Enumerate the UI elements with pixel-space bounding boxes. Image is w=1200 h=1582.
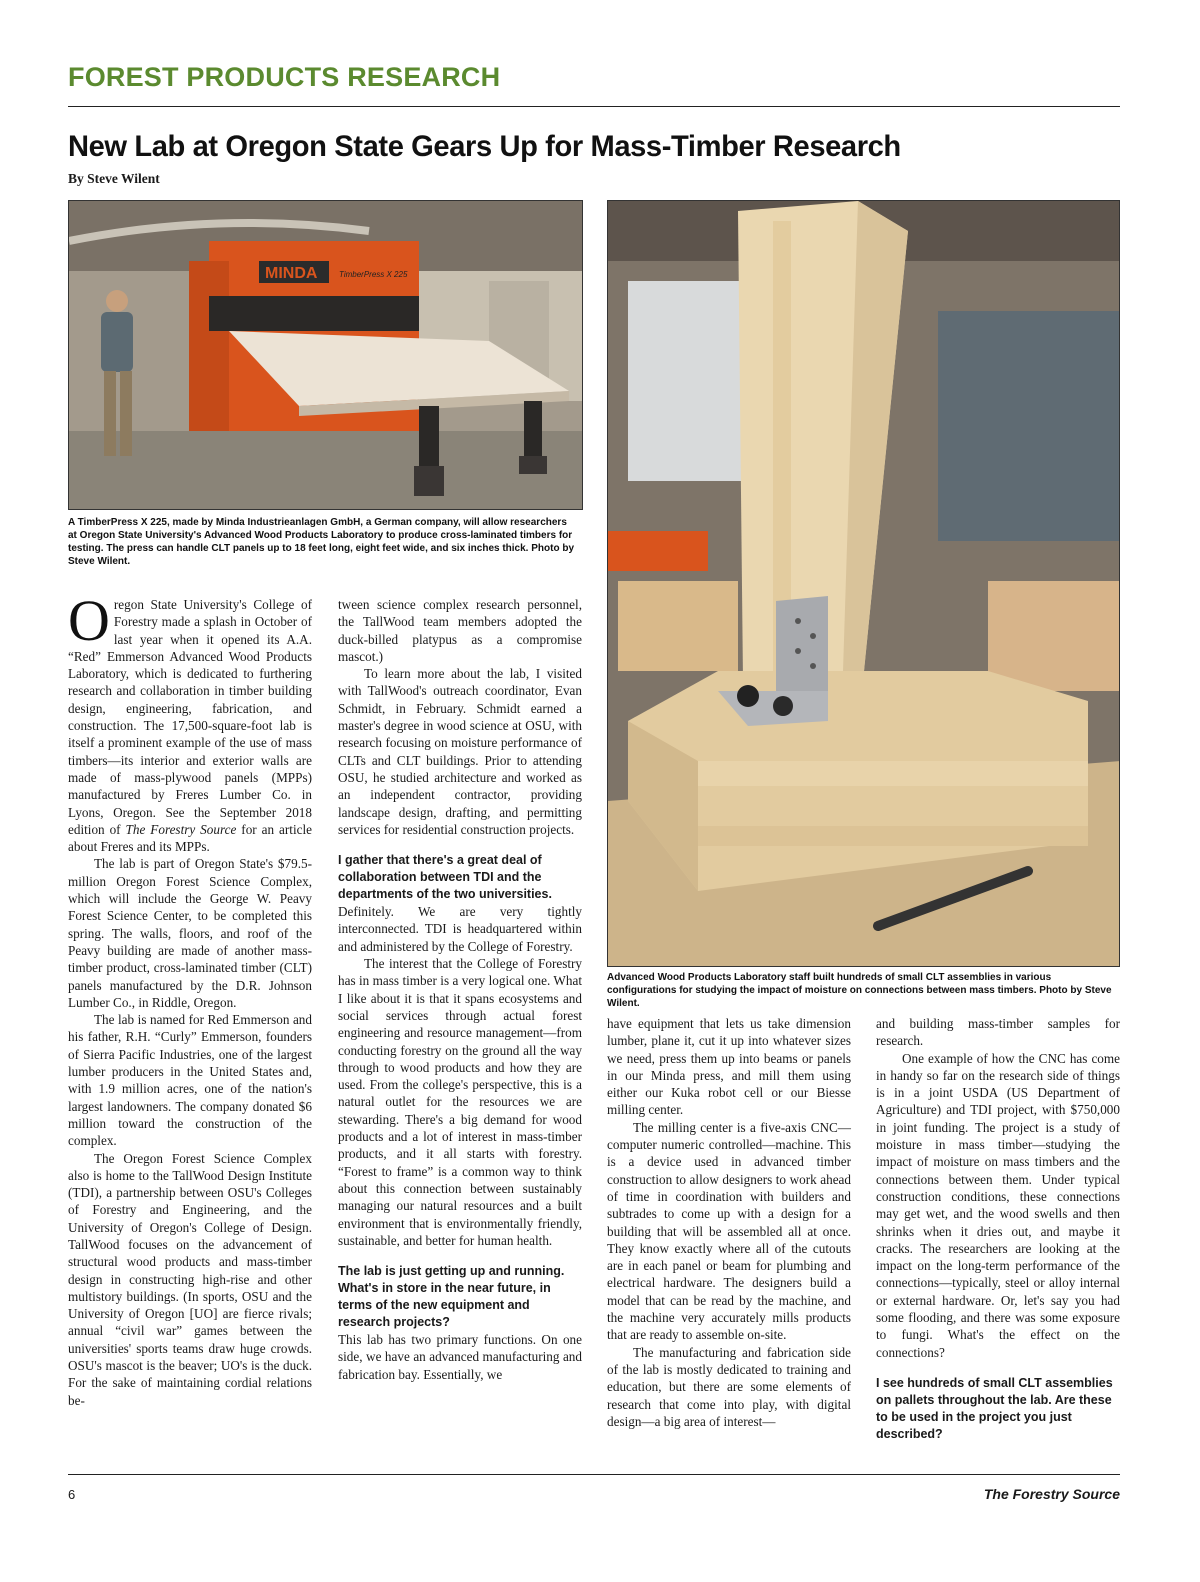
byline: By Steve Wilent <box>68 171 160 186</box>
paragraph: The Oregon Forest Science Complex also is home to the TallWood Design Institute (TDI), a partnership between OSU's Colleges of Forestry and Engineering, and the University of Oregon's College of Design. TallWood focuses on the advancement of structural wood products and mass-timber design in constructing high-rise and other multistory buildings. (In sports, OSU and the University of Oregon [UO] are fierce rivals; annual “civil war” games between the universities' sports teams draw huge crowds. OSU's mascot is the beaver; UO's is the duck. For the sake of maintaining cordial relations be- <box>68 1150 312 1408</box>
paragraph: Oregon State University's College of Forestry made a splash in October of last year when it opened its A.A. “Red” Emmerson Advanced Wood Products Laboratory, which is dedicated to furthering research and collaboration in timber building design, engineering, fabrication, and construction. The 17,500-square-foot lab is itself a prominent example of the use of mass timbers—its interior and exterior walls are made of mass-plywood panels (MPPs) manufactured by Freres Lumber Co. in Lyons, Oregon. See the September 2018 edition of The Forestry Source for an article about Freres and its MPPs. <box>68 588 312 855</box>
paragraph: tween science complex research personnel, the TallWood team members adopted the duck-billed platypus as a compromise mascot.) <box>338 597 582 664</box>
article-column-3 <box>607 1015 851 1430</box>
publication-title: The Forestry Source <box>125 821 237 837</box>
paragraph: have equipment that lets us take dimension lumber, plane it, cut it up into whatever sizes we need, press them up into beams or panels in our Minda press, and mill them using either our Kuka robot cell or our Biesse milling center. <box>607 1016 851 1118</box>
paragraph: The manufacturing and fabrication side of the lab is mostly dedicated to training and education, but there are some elements of research that come into play, with digital design—a big area of interest— <box>607 1344 851 1429</box>
timberpress-photo <box>68 200 583 510</box>
page-number: 6 <box>68 1487 76 1502</box>
article-column-2 <box>338 596 582 1383</box>
bottom-rule <box>68 1474 1120 1475</box>
paragraph: The milling center is a five-axis CNC—computer numeric controlled—machine. This is a device used in advanced timber construction to allow designers to work ahead of time in coordination with builders and subtrades to come up with a design for a building that will be assembled all at once. They know exactly where all of the cutouts are in each panel or beam for plumbing and electrical hardware. The designers build a model that can be read by the machine, and the machine very accurately mills products that are ready to assemble on-site. <box>607 1119 851 1343</box>
article-column-1 <box>68 588 312 1409</box>
paragraph: The lab is named for Red Emmerson and his father, R.H. “Curly” Emmerson, founders of Sierra Pacific Industries, one of the largest lumber producers in the United States and, with 1.9 million acres, one of the nation's largest landowners. The company donated $6 million toward the construction of the complex. <box>68 1012 312 1149</box>
clt-assembly-caption: Advanced Wood Products Laboratory staff built hundreds of small CLT assemblies in various configurations for studying the impact of moisture on connections between mass timbers. Photo by Steve Wilent. <box>607 972 1112 1009</box>
paragraph: One example of how the CNC has come in handy so far on the research side of things is in a joint USDA (US Department of Agriculture) and TDI project, with $750,000 in joint funding. The project is a study of moisture in mass timber—studying the impact of moisture on mass timbers and the connections between them. Under typical construction conditions, these connections may get wet, and the wood swells and then shrinks when it dries out, and maybe it cracks. The researchers are looking at the impact on the long-term performance of the connections—typically, steel or alloy internal or external hardware. Or, let's say you had some flooding, and there was some exposure to fungi. What's the effect on the connections? <box>876 1050 1120 1360</box>
paragraph: The interest that the College of Forestry has in mass timber is a very logical one. What I like about it is that it spans ecosystems and social services through actual forest engineering and resource management—from conducting forestry on the ground all the way through to wood products and how they are used. From the college's perspective, this is a natural outlet for the resources we are stewarding. There's a big demand for wood products and a lot of interest in mass-timber products, and it all starts with forestry. “Forest to frame” is a common way to think about this connection between sustainably managing our natural resources and a built environment that is environmentally friendly, sustainable, and better for human health. <box>338 956 582 1248</box>
interview-question: I gather that there's a great deal of collaboration between TDI and the departments of the two universities. <box>338 853 552 902</box>
section-title: FOREST PRODUCTS RESEARCH <box>68 62 501 92</box>
headline: New Lab at Oregon State Gears Up for Mass-Timber Research <box>68 130 901 163</box>
article-column-4 <box>876 1015 1120 1443</box>
interview-answer: This lab has two primary functions. On one side, we have an advanced manufacturing and fabrication bay. Essentially, we <box>338 1332 582 1382</box>
minda-brand-text: MINDA <box>265 265 318 282</box>
paragraph: and building mass-timber samples for research. <box>876 1016 1120 1049</box>
press-model-text: TimberPress X 225 <box>339 270 408 279</box>
timberpress-illustration <box>69 201 583 510</box>
interview-answer: Definitely. We are very tightly interconnected. TDI is headquartered within and administered by the College of Forestry. <box>338 904 582 954</box>
publication-name: The Forestry Source <box>983 1486 1120 1502</box>
clt-assembly-illustration <box>608 201 1120 967</box>
interview-question: I see hundreds of small CLT assemblies on pallets throughout the lab. Are these to be used in the project you just described? <box>876 1375 1113 1441</box>
timberpress-caption: A TimberPress X 225, made by Minda Industrieanlagen GmbH, a German company, will allow researchers at Oregon State University's Advanced Wood Products Laboratory to produce cross-laminated timbers for testing. The press can handle CLT panels up to 18 feet long, eight feet wide, and six inches thick. Photo by Steve Wilent. <box>68 517 575 567</box>
paragraph: To learn more about the lab, I visited with TallWood's outreach coordinator, Evan Schmidt, in February. Schmidt earned a master's degree in wood science at OSU, with research focusing on moisture performance of CLTs and CLT buildings. Prior to attending OSU, he studied architecture and worked as an independent contractor, providing landscape design, drafting, and permitting services for residential construction projects. <box>338 666 582 837</box>
clt-assembly-photo <box>607 200 1120 967</box>
interview-question: The lab is just getting up and running. What's in store in the near future, in terms of the new equipment and research projects? <box>338 1264 565 1330</box>
top-rule <box>68 106 1120 107</box>
drop-cap: O <box>68 588 110 653</box>
paragraph: The lab is part of Oregon State's $79.5-million Oregon Forest Science Complex, which will include the George W. Peavy Forest Science Center, to be completed this spring. The walls, floors, and roof of the Peavy building are made of another mass-timber product, cross-laminated timber (CLT) panels manufactured by the D.R. Johnson Lumber Co., in Riddle, Oregon. <box>68 856 312 1010</box>
